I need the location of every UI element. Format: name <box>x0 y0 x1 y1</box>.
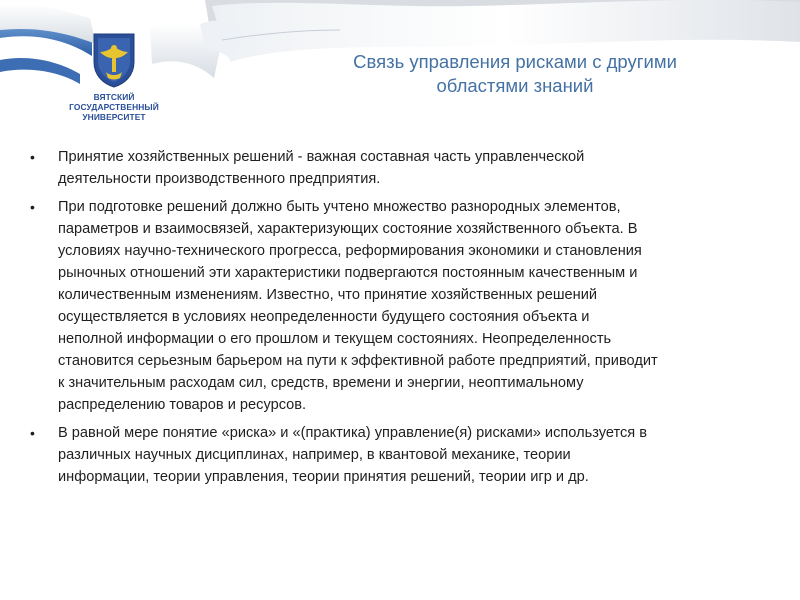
university-name-line: ВЯТСКИЙ <box>93 92 135 102</box>
bullet-line: деятельности производственного предприятия. <box>58 171 381 187</box>
bullet-dot-icon: • <box>30 425 35 441</box>
bullet-dot-icon: • <box>30 199 35 215</box>
bullet-line: Принятие хозяйственных решений - важная составная часть управленческой <box>58 149 585 165</box>
bullet-item <box>30 146 775 190</box>
bullet-item <box>30 196 775 416</box>
bullet-line: При подготовке решений должно быть учтено множество разнородных элементов, <box>58 199 621 215</box>
bullet-dot-icon: • <box>30 149 35 165</box>
bullet-line: неполной информации о его прошлом и текущем состояниях. Неопределенность <box>58 331 612 347</box>
bullet-line: различных научных дисциплинах, например, в квантовой механике, теории <box>58 447 571 463</box>
slide-title-line: областями знаний <box>436 75 594 96</box>
university-name <box>58 92 170 122</box>
bullet-line: информации, теории управления, теории принятия решений, теории игр и др. <box>58 469 589 485</box>
slide-title <box>300 50 730 98</box>
bullet-list <box>30 146 775 494</box>
bullet-line: В равной мере понятие «риска» и «(практика) управление(я) рисками» используется в <box>58 425 648 441</box>
university-name-line: ГОСУДАРСТВЕННЫЙ <box>69 102 159 112</box>
bullet-line: осуществляется в условиях неопределенности будущего состояния объекта и <box>58 309 590 325</box>
slide-title-line: Связь управления рисками с другими <box>353 51 677 72</box>
bullet-line: становится серьезным барьером на пути к эффективной работе предприятий, приводит <box>58 353 658 369</box>
bullet-line: условиях научно-технического прогресса, реформирования экономики и становления <box>58 243 642 259</box>
bullet-line: рыночных отношений эти характеристики подвергаются постоянным качественным и <box>58 265 638 281</box>
university-logo <box>58 32 168 142</box>
bullet-item <box>30 422 775 488</box>
university-emblem-icon <box>92 32 136 88</box>
bullet-line: количественным изменениям. Известно, что принятие хозяйственных решений <box>58 287 598 303</box>
bullet-line: к значительным расходам сил, средств, времени и энергии, неоптимальному <box>58 375 584 391</box>
bullet-line: распределению товаров и ресурсов. <box>58 397 307 413</box>
bullet-line: параметров и взаимосвязей, характеризующих состояние хозяйственного объекта. В <box>58 221 638 237</box>
university-name-line: УНИВЕРСИТЕТ <box>82 112 146 122</box>
